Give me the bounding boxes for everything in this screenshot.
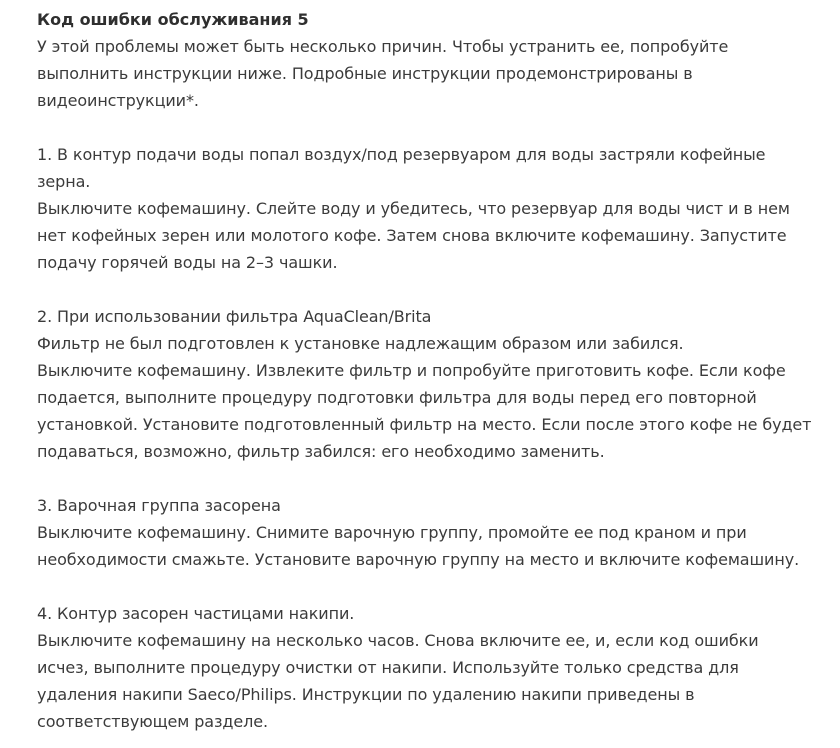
- section-heading: [37, 600, 826, 627]
- section-body-line: подаваться, возможно, фильтр забился: его необходимо заменить.: [37, 442, 605, 461]
- page-title: Код ошибки обслуживания 5: [37, 10, 309, 29]
- section-body: [37, 195, 826, 276]
- section-heading-line: 3. Варочная группа засорена: [37, 496, 281, 515]
- section-body-line: Выключите кофемашину. Снимите варочную группу, промойте ее под краном и при: [37, 523, 747, 542]
- paragraph-spacer: [37, 465, 826, 492]
- intro-line: выполнить инструкции ниже. Подробные инструкции продемонстрированы в: [37, 64, 693, 83]
- section-body-line: необходимости смажьте. Установите варочную группу на место и включите кофемашину.: [37, 550, 800, 569]
- section-body-line: подачу горячей воды на 2–3 чашки.: [37, 253, 338, 272]
- section-heading-line: 2. При использовании фильтра AquaClean/Brita: [37, 307, 432, 326]
- section-heading: [37, 492, 826, 519]
- section-body: [37, 519, 826, 573]
- section-3: [37, 492, 826, 573]
- paragraph-spacer: [37, 114, 826, 141]
- section-body-line: установкой. Установите подготовленный фильтр на место. Если после этого кофе не будет: [37, 415, 812, 434]
- section-heading: [37, 141, 826, 195]
- section-body-line: удаления накипи Saeco/Philips. Инструкции по удалению накипи приведены в: [37, 685, 695, 704]
- section-heading-line: зерна.: [37, 172, 91, 191]
- intro-line: видеоинструкции*.: [37, 91, 199, 110]
- intro-line: У этой проблемы может быть несколько причин. Чтобы устранить ее, попробуйте: [37, 37, 729, 56]
- section-2: [37, 303, 826, 465]
- section-body: [37, 627, 826, 735]
- section-body-line: Выключите кофемашину. Слейте воду и убедитесь, что резервуар для воды чист и в нем: [37, 199, 790, 218]
- section-body-line: Выключите кофемашину. Извлеките фильтр и попробуйте приготовить кофе. Если кофе: [37, 361, 786, 380]
- section-body-line: Фильтр не был подготовлен к установке надлежащим образом или забился.: [37, 334, 684, 353]
- section-heading: [37, 303, 826, 330]
- section-1: [37, 141, 826, 276]
- section-body-line: соответствующем разделе.: [37, 712, 268, 731]
- section-body-line: нет кофейных зерен или молотого кофе. Затем снова включите кофемашину. Запустите: [37, 226, 787, 245]
- section-body-line: подается, выполните процедуру подготовки фильтра для воды перед его повторной: [37, 388, 757, 407]
- section-heading-line: 4. Контур засорен частицами накипи.: [37, 604, 355, 623]
- section-4: [37, 600, 826, 735]
- section-body-line: Выключите кофемашину на несколько часов. Снова включите ее, и, если код ошибки: [37, 631, 759, 650]
- section-heading-line: 1. В контур подачи воды попал воздух/под резервуаром для воды застряли кофейные: [37, 145, 766, 164]
- section-body-line: исчез, выполните процедуру очистки от накипи. Используйте только средства для: [37, 658, 739, 677]
- intro-paragraph: [37, 33, 826, 114]
- paragraph-spacer: [37, 276, 826, 303]
- paragraph-spacer: [37, 573, 826, 600]
- section-body: [37, 330, 826, 465]
